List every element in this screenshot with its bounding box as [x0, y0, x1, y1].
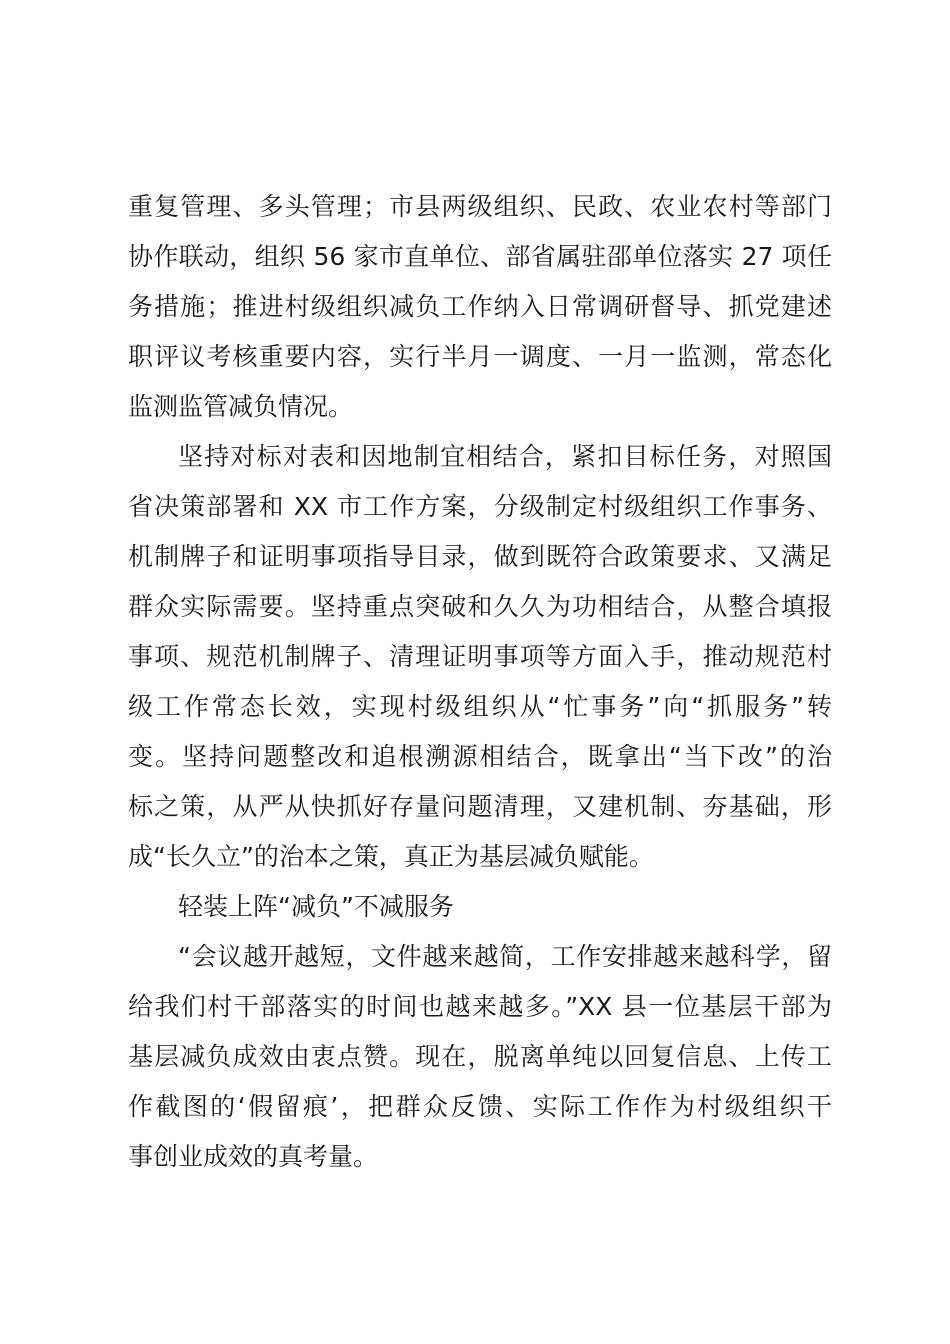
- text-line: 协作联动，组织 56 家市直单位、部省属驻邵单位落实 27 项任: [128, 242, 832, 271]
- text-line: 级工作常态长效，实现村级组织从“忙事务”向“抓服务”转: [128, 692, 832, 721]
- text-line: 监测监管减负情况。: [128, 392, 354, 421]
- text-line: 重复管理、多头管理；市县两级组织、民政、农业农村等部门: [128, 192, 832, 221]
- text-line: 机制牌子和证明事项指导目录，做到既符合政策要求、又满足: [128, 542, 832, 571]
- text-line: 变。坚持问题整改和追根溯源相结合，既拿出“当下改”的治: [128, 742, 832, 771]
- text-line: 作截图的‘假留痕’，把群众反馈、实际工作作为村级组织干: [128, 1092, 832, 1121]
- text-line: 群众实际需要。坚持重点突破和久久为功相结合，从整合填报: [128, 592, 832, 621]
- text-line: 事项、规范机制牌子、清理证明事项等方面入手，推动规范村: [128, 642, 832, 671]
- text-line: 坚持对标对表和因地制宜相结合，紧扣目标任务，对照国: [178, 442, 832, 471]
- text-line: “会议越开越短，文件越来越简，工作安排越来越科学，留: [178, 942, 832, 971]
- text-line: 基层减负成效由衷点赞。现在，脱离单纯以回复信息、上传工: [128, 1042, 832, 1071]
- text-line: 标之策，从严从快抓好存量问题清理，又建机制、夯基础，形: [128, 792, 832, 821]
- text-line: 给我们村干部落实的时间也越来越多。”XX 县一位基层干部为: [128, 992, 832, 1021]
- text-line: 省决策部署和 XX 市工作方案，分级制定村级组织工作事务、: [128, 492, 832, 521]
- text-line: 事创业成效的真考量。: [128, 1142, 379, 1171]
- text-line: 成“长久立”的治本之策，真正为基层减负赋能。: [128, 842, 654, 871]
- text-line: 轻装上阵“减负”不减服务: [178, 892, 454, 921]
- body-text: [128, 182, 832, 1182]
- text-line: 职评议考核重要内容，实行半月一调度、一月一监测，常态化: [128, 342, 832, 371]
- text-line: 务措施；推进村级组织减负工作纳入日常调研督导、抓党建述: [128, 292, 832, 321]
